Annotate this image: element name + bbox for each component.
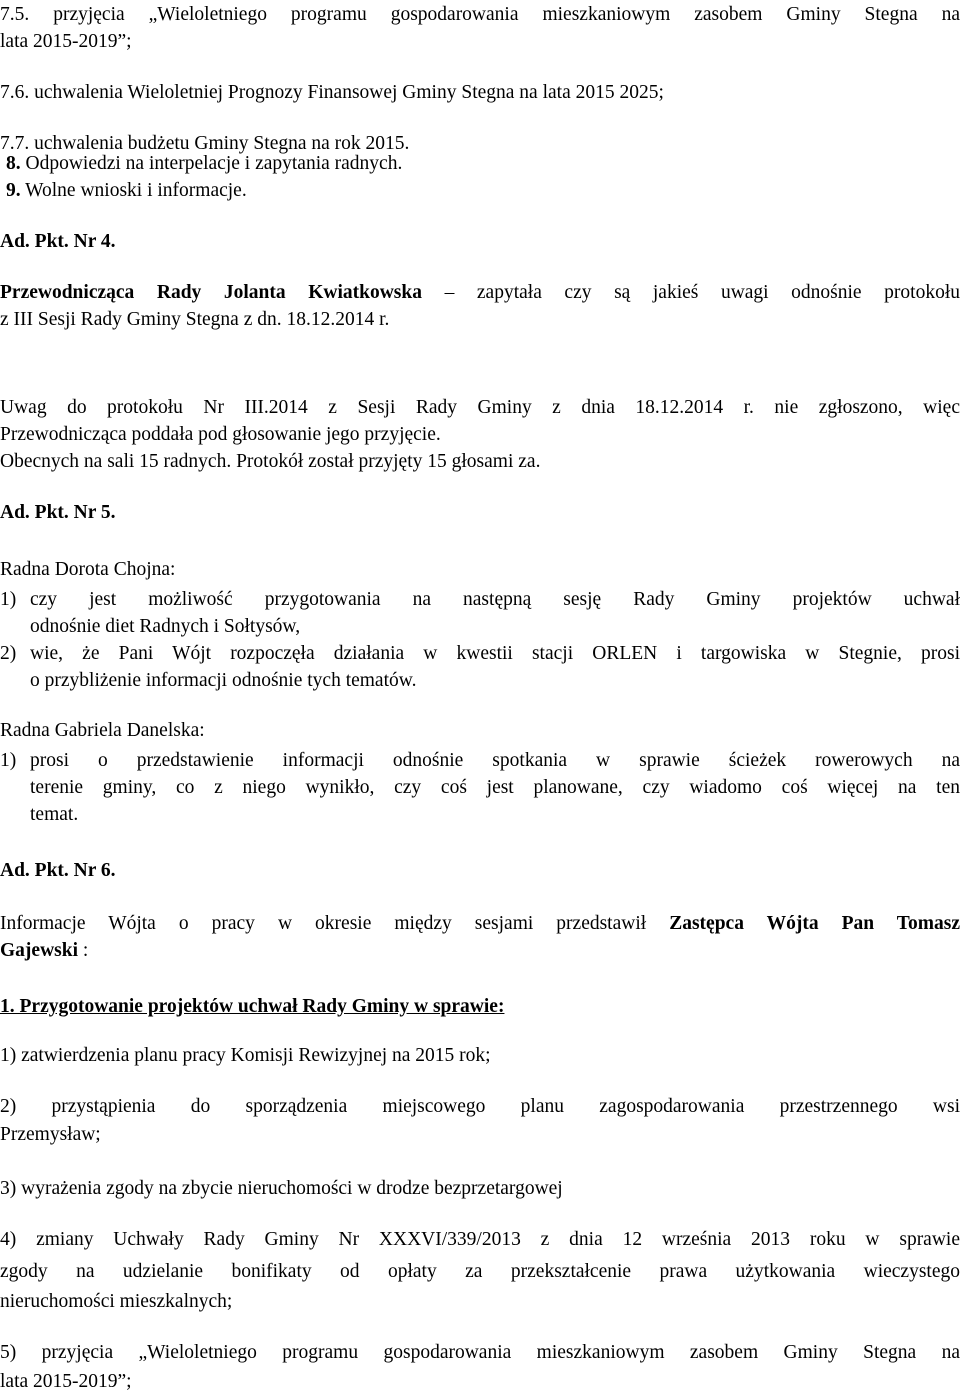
- pkt4-paragraph2-line-3: Obecnych na sali 15 radnych. Protokół został przyjęty 15 głosami za.: [0, 451, 541, 472]
- pkt4-paragraph2-line-1: Uwag do protokołu Nr III.2014 z Sesji Rady Gminy z dnia 18.12.2014 r. nie zgłoszono, więc: [0, 397, 960, 418]
- speaker-dorota-chojna: Radna Dorota Chojna:: [0, 559, 176, 580]
- chojna-question-2-text: wie, że Pani Wójt rozpoczęła działania w kwestii stacji ORLEN i targowiska w Stegnie, prosi: [30, 643, 960, 664]
- resolution-item-1: 1) zatwierdzenia planu pracy Komisji Rewizyjnej na 2015 rok;: [0, 1045, 491, 1066]
- danelska-question-1-text: prosi o przedstawienie informacji odnośnie spotkania w sprawie ścieżek rowerowych na: [30, 750, 960, 771]
- agenda-item-7-6: 7.6. uchwalenia Wieloletniej Prognozy Finansowej Gminy Stegna na lata 2015 2025;: [0, 82, 664, 103]
- heading-pkt-4: Ad. Pkt. Nr 4.: [0, 231, 116, 252]
- resolution-item-4-line-3: nieruchomości mieszkalnych;: [0, 1291, 233, 1312]
- section-przygotowanie-projektow: 1. Przygotowanie projektów uchwał Rady Gminy w sprawie:: [0, 996, 505, 1017]
- resolution-item-2-line-2: Przemysław;: [0, 1124, 101, 1145]
- agenda-item-7-7: 7.7. uchwalenia budżetu Gminy Stegna na rok 2015.: [0, 133, 410, 154]
- resolution-item-4-line-1: 4) zmiany Uchwały Rady Gminy Nr XXXVI/339/2013 z dnia 12 września 2013 roku w sprawie: [0, 1229, 960, 1250]
- heading-pkt-5: Ad. Pkt. Nr 5.: [0, 502, 116, 523]
- pkt4-paragraph1-line-2: z III Sesji Rady Gminy Stegna z dn. 18.12.2014 r.: [0, 309, 390, 330]
- pkt4-speaker-text: – zapytała czy są jakieś uwagi odnośnie protokołu: [421, 282, 960, 303]
- pkt6-intro-line-1: [0, 911, 960, 937]
- danelska-question-1-line-3: temat.: [30, 804, 79, 825]
- danelska-question-1-line-2: terenie gminy, co z niego wynikło, czy coś jest planowane, czy wiadomo coś więcej na ten: [30, 777, 960, 798]
- agenda-item-9: [6, 178, 960, 204]
- resolution-item-3: 3) wyrażenia zgody na zbycie nieruchomości w drodze bezprzetargowej: [0, 1178, 563, 1199]
- pkt4-paragraph1-line-1: [0, 280, 960, 306]
- resolution-item-5-line-1: 5) przyjęcia „Wieloletniego programu gospodarowania mieszkaniowym zasobem Gminy Stegna na: [0, 1342, 960, 1363]
- pkt6-speaker-surname: Gajewski: [0, 940, 78, 961]
- agenda-item-7-5-line-2: lata 2015-2019”;: [0, 31, 132, 52]
- resolution-item-4-line-2: zgody na udzielanie bonifikaty od opłaty za przekształcenie prawa użytkowania wieczystego: [0, 1261, 960, 1282]
- agenda-item-9-text: Wolne wnioski i informacje.: [25, 180, 247, 201]
- pkt4-speaker: Przewodnicząca Rady Jolanta Kwiatkowska: [0, 282, 422, 303]
- agenda-item-8: [6, 151, 960, 177]
- chojna-question-2-number: 2): [0, 643, 17, 664]
- pkt6-intro-colon: :: [78, 940, 89, 961]
- speaker-gabriela-danelska: Radna Gabriela Danelska:: [0, 720, 205, 741]
- chojna-question-1-line-2: odnośnie diet Radnych i Sołtysów,: [30, 616, 301, 637]
- agenda-item-9-number: 9.: [6, 180, 21, 201]
- pkt6-intro-text: Informacje Wójta o pracy w okresie między sesjami przedstawił: [0, 913, 670, 934]
- agenda-item-8-text: Odpowiedzi na interpelacje i zapytania radnych.: [25, 153, 403, 174]
- chojna-question-2-line-2: o przybliżenie informacji odnośnie tych tematów.: [30, 670, 417, 691]
- chojna-question-1-number: 1): [0, 589, 17, 610]
- agenda-item-8-number: 8.: [6, 153, 21, 174]
- agenda-item-7-5-line-1: 7.5. przyjęcia „Wieloletniego programu gospodarowania mieszkaniowym zasobem Gminy Stegna na: [0, 4, 960, 25]
- pkt6-speaker: Zastępca Wójta Pan Tomasz: [669, 913, 960, 934]
- danelska-question-1-number: 1): [0, 750, 17, 771]
- chojna-question-1-text: czy jest możliwość przygotowania na następną sesję Rady Gminy projektów uchwał: [30, 589, 960, 610]
- resolution-item-5-line-2: lata 2015-2019”;: [0, 1371, 132, 1392]
- pkt6-intro-line-2: [0, 938, 960, 964]
- resolution-item-2-line-1: 2) przystąpienia do sporządzenia miejscowego planu zagospodarowania przestrzennego wsi: [0, 1096, 960, 1117]
- pkt4-paragraph2-line-2: Przewodnicząca poddała pod głosowanie jego przyjęcie.: [0, 424, 441, 445]
- heading-pkt-6: Ad. Pkt. Nr 6.: [0, 860, 116, 881]
